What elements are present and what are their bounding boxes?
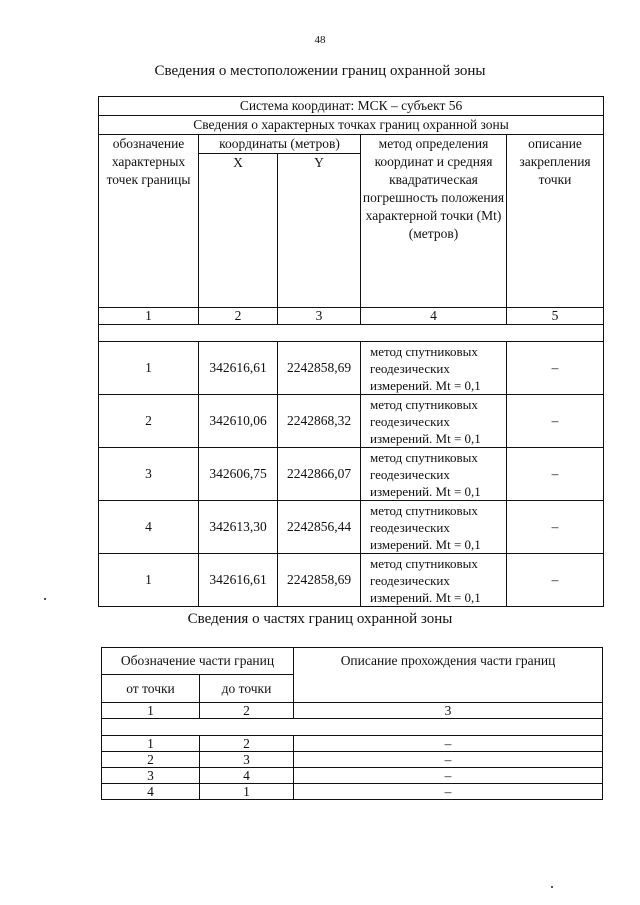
section-title-parts: Сведения о частях границ охранной зоны xyxy=(187,611,453,627)
col-number: 3 xyxy=(294,703,603,719)
point-cell: 3 xyxy=(99,448,199,501)
desc-cell: – xyxy=(507,395,604,448)
col-to-header: до точки xyxy=(200,675,294,703)
to-cell: 3 xyxy=(200,752,294,768)
y-cell: 2242858,69 xyxy=(278,554,361,607)
table-row xyxy=(102,752,603,768)
coord-system-header: Система координат: МСК – субъект 56 xyxy=(99,97,604,116)
col-desc-header: описание закрепления точки xyxy=(507,135,604,308)
col-method-header: метод определения координат и средняя квадратическая погрешность положения характерной точки (Mt) (метров) xyxy=(361,135,507,308)
col-description-header: Описание прохождения части границ xyxy=(294,648,603,703)
boundary-points-table xyxy=(98,96,604,607)
col-number: 4 xyxy=(361,308,507,325)
col-designation-header: Обозначение части границ xyxy=(102,648,294,675)
from-cell: 3 xyxy=(102,768,200,784)
desc-cell: – xyxy=(294,768,603,784)
y-cell: 2242858,69 xyxy=(278,342,361,395)
scan-speck xyxy=(44,598,46,600)
desc-cell: – xyxy=(294,736,603,752)
point-cell: 1 xyxy=(99,342,199,395)
col-number: 3 xyxy=(278,308,361,325)
to-cell: 2 xyxy=(200,736,294,752)
spacer-row xyxy=(102,719,603,736)
table-row xyxy=(99,501,604,554)
y-cell: 2242868,32 xyxy=(278,395,361,448)
desc-cell: – xyxy=(507,448,604,501)
y-cell: 2242856,44 xyxy=(278,501,361,554)
spacer-row xyxy=(99,325,604,342)
method-cell: метод спутниковых геодезических измерений. Mt = 0,1 xyxy=(361,395,507,448)
page-number: 48 xyxy=(314,34,326,46)
point-cell: 2 xyxy=(99,395,199,448)
x-cell: 342610,06 xyxy=(199,395,278,448)
to-cell: 4 xyxy=(200,768,294,784)
col-coords-header: координаты (метров) xyxy=(199,135,361,154)
from-cell: 1 xyxy=(102,736,200,752)
method-cell: метод спутниковых геодезических измерений. Mt = 0,1 xyxy=(361,501,507,554)
col-number: 2 xyxy=(200,703,294,719)
desc-cell: – xyxy=(507,554,604,607)
method-cell: метод спутниковых геодезических измерений. Mt = 0,1 xyxy=(361,342,507,395)
y-cell: 2242866,07 xyxy=(278,448,361,501)
scan-speck xyxy=(551,886,553,888)
x-cell: 342616,61 xyxy=(199,554,278,607)
desc-cell: – xyxy=(507,501,604,554)
col-number: 2 xyxy=(199,308,278,325)
from-cell: 2 xyxy=(102,752,200,768)
col-number: 1 xyxy=(99,308,199,325)
points-subtitle-header: Сведения о характерных точках границ охранной зоны xyxy=(99,116,604,135)
table-row xyxy=(99,342,604,395)
table-row xyxy=(99,448,604,501)
desc-cell: – xyxy=(294,784,603,800)
col-y-header: Y xyxy=(278,154,361,308)
col-point-header: обозначение характерных точек границы xyxy=(99,135,199,308)
to-cell: 1 xyxy=(200,784,294,800)
section-title-location: Сведения о местоположении границ охранной зоны xyxy=(154,63,486,79)
from-cell: 4 xyxy=(102,784,200,800)
table-row xyxy=(102,768,603,784)
col-x-header: X xyxy=(199,154,278,308)
desc-cell: – xyxy=(507,342,604,395)
x-cell: 342606,75 xyxy=(199,448,278,501)
point-cell: 4 xyxy=(99,501,199,554)
table-row xyxy=(99,395,604,448)
x-cell: 342616,61 xyxy=(199,342,278,395)
method-cell: метод спутниковых геодезических измерений. Mt = 0,1 xyxy=(361,448,507,501)
col-number: 1 xyxy=(102,703,200,719)
method-cell: метод спутниковых геодезических измерений. Mt = 0,1 xyxy=(361,554,507,607)
point-cell: 1 xyxy=(99,554,199,607)
table-row xyxy=(102,736,603,752)
table-row xyxy=(102,784,603,800)
table-row xyxy=(99,554,604,607)
x-cell: 342613,30 xyxy=(199,501,278,554)
col-from-header: от точки xyxy=(102,675,200,703)
boundary-parts-table xyxy=(101,647,603,800)
col-number: 5 xyxy=(507,308,604,325)
desc-cell: – xyxy=(294,752,603,768)
